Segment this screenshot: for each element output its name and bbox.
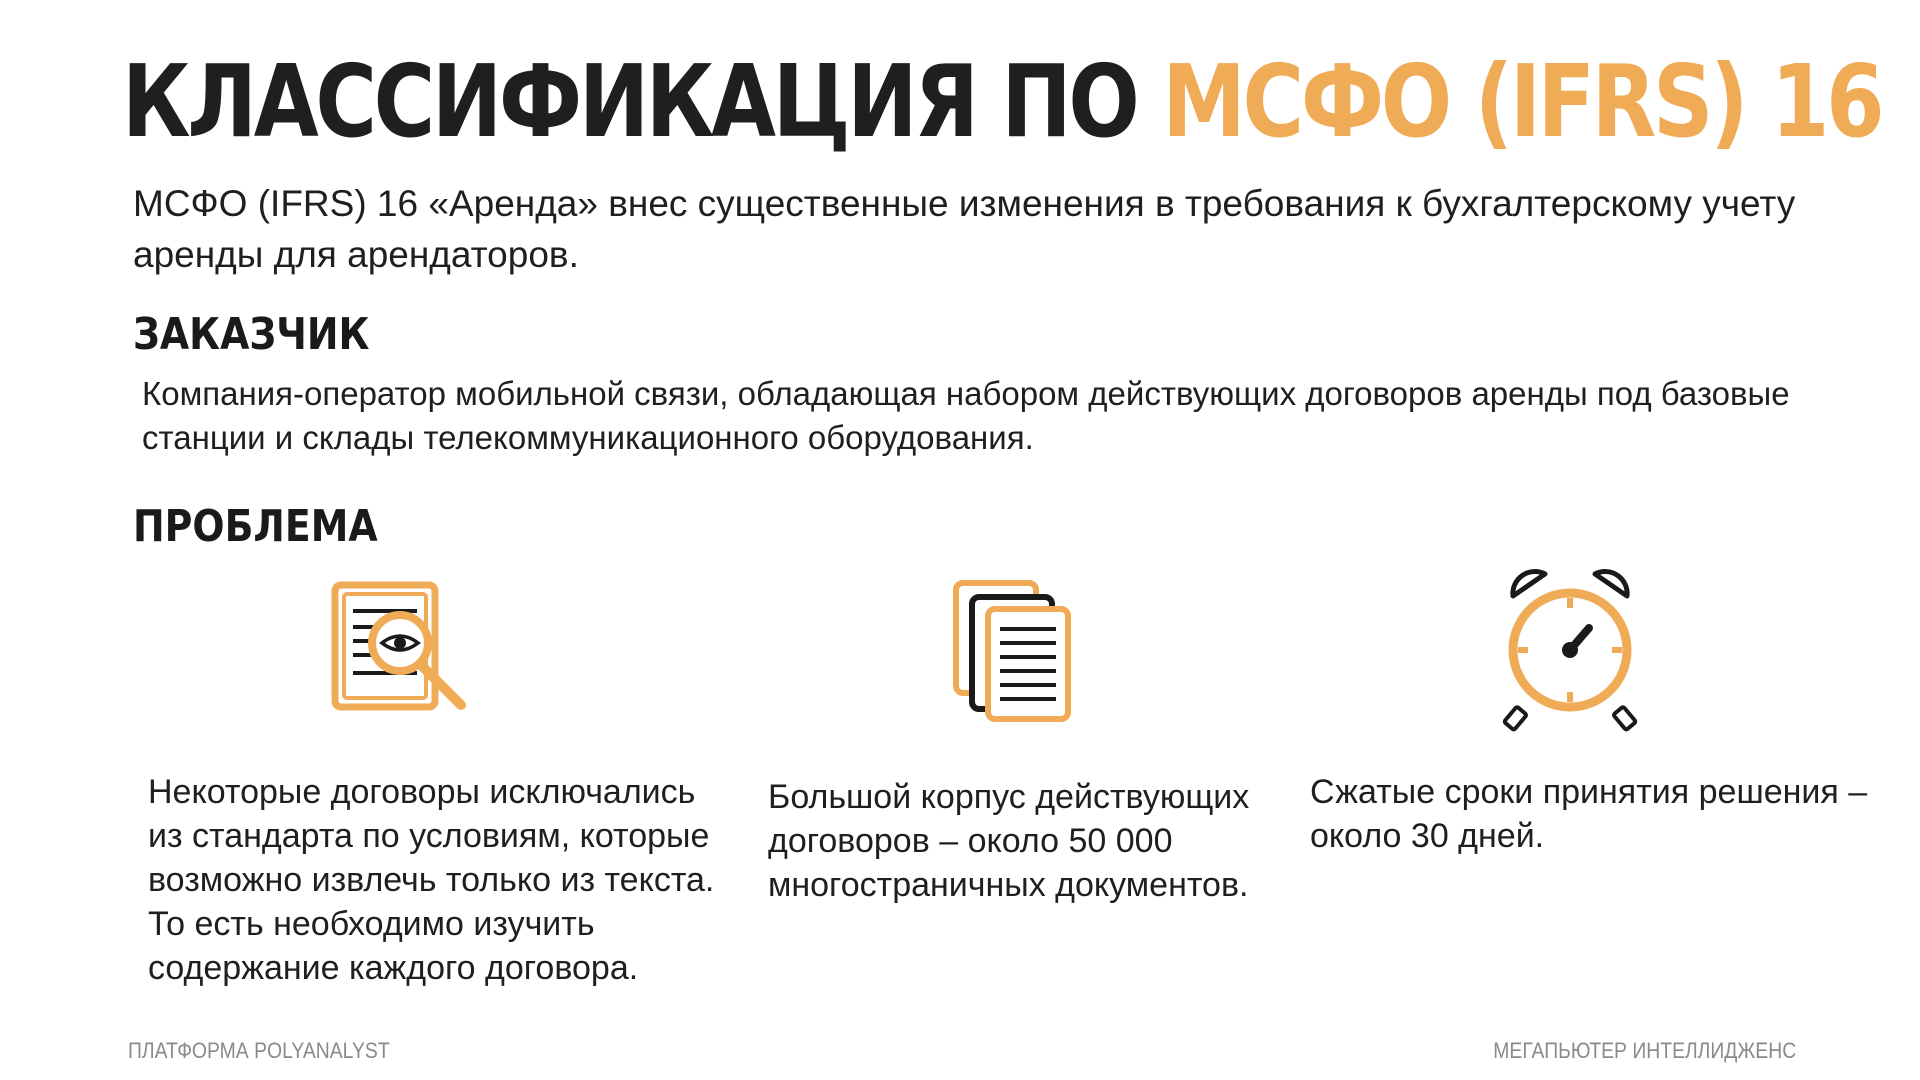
slide-title	[122, 42, 1881, 162]
document-stack-icon	[950, 575, 1085, 725]
problem-item-1-text: Некоторые договоры исключались из стандарта по условиям, которые возможно извлечь только из текста. То есть необходимо изучить содержание каждого договора.	[148, 773, 715, 987]
customer-heading: ЗАКАЗЧИК	[133, 309, 370, 360]
problem-heading: ПРОБЛЕМА	[133, 501, 378, 552]
problem-item-2-text: Большой корпус действующих договоров – около 50 000 многостраничных документов.	[768, 778, 1250, 904]
document-search-icon	[325, 575, 475, 725]
title-main: КЛАССИФИКАЦИЯ ПО	[122, 43, 1163, 160]
alarm-clock-icon	[1495, 560, 1645, 735]
footer-platform: ПЛАТФОРМА POLYANALYST	[128, 1038, 390, 1063]
title-accent: МСФО (IFRS) 16	[1162, 43, 1882, 160]
intro-text: МСФО (IFRS) 16 «Аренда» внес существенные изменения в требования к бухгалтерскому учету аренды для арендаторов.	[133, 183, 1796, 275]
customer-text: Компания-оператор мобильной связи, обладающая набором действующих договоров аренды под базовые станции и склады телекоммуникационного оборудования.	[142, 375, 1790, 456]
footer-company: МЕГАПЬЮТЕР ИНТЕЛЛИДЖЕНС	[1493, 1038, 1796, 1063]
problem-item-3-text: Сжатые сроки принятия решения – около 30 дней.	[1310, 773, 1868, 855]
